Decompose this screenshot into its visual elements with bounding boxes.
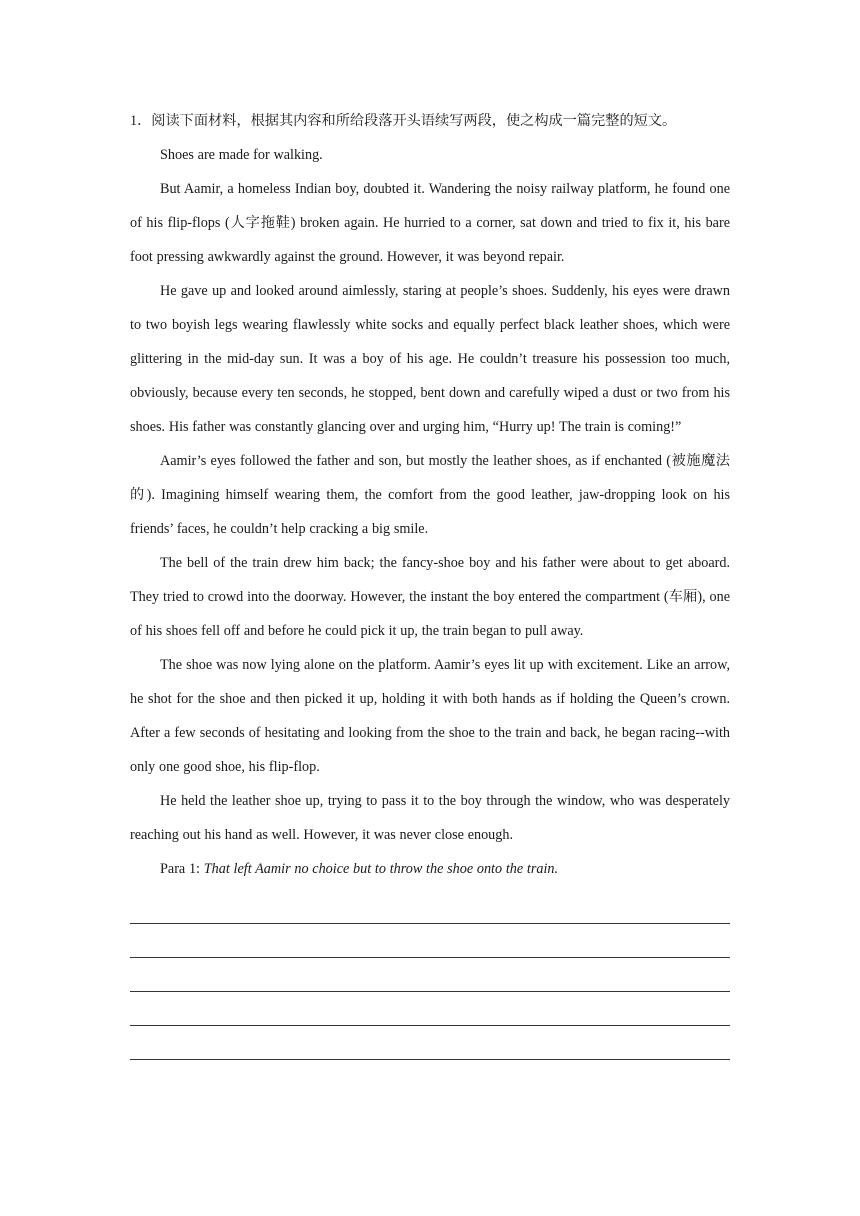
passage-paragraph: The shoe was now lying alone on the platform. Aamir’s eyes lit up with excitement. Like an arrow, he shot for the shoe and then picked it up, holding it with both hands as if holding the Queen’s crown. After a few seconds of hesitating and looking from the shoe to the train and back, he began racing--with only one good shoe, his flip-flop. (130, 657, 730, 775)
question-header (130, 104, 730, 138)
answer-line[interactable] (130, 1026, 730, 1060)
answer-line[interactable] (130, 992, 730, 1026)
question-number: 1． (130, 113, 152, 129)
passage-paragraph: But Aamir, a homeless Indian boy, doubted it. Wandering the noisy railway platform, he found one of his flip-flops (人字拖鞋) broken again. He hurried to a corner, sat down and tried to fix it, his bare foot pressing awkwardly against the ground. However, it was beyond repair. (130, 181, 730, 265)
passage-paragraph: Aamir’s eyes followed the father and son, but mostly the leather shoes, as if enchanted (被施魔法的). Imagining himself wearing them, the comfort from the good leather, jaw-dropping look on his friends’ faces, he couldn’t help cracking a big smile. (130, 453, 730, 537)
answer-lines (130, 894, 730, 1060)
question-instruction: 阅读下面材料，根据其内容和所给段落开头语续写两段，使之构成一篇完整的短文。 (151, 113, 677, 129)
document-page (130, 104, 730, 1060)
passage-paragraph: Shoes are made for walking. (160, 147, 323, 163)
passage-paragraph: He gave up and looked around aimlessly, staring at people’s shoes. Suddenly, his eyes were drawn to two boyish legs wearing flawlessly white socks and equally perfect black leather shoes, which were glittering in the mid-day sun. It was a boy of his age. He couldn’t treasure his possession too much, obviously, because every ten seconds, he stopped, bent down and carefully wiped a dust or two from his shoes. His father was constantly glancing over and urging him, “Hurry up! The train is coming!” (130, 283, 730, 435)
prompt-text: That left Aamir no choice but to throw the shoe onto the train. (203, 861, 559, 877)
passage-paragraph: He held the leather shoe up, trying to pass it to the boy through the window, who was desperately reaching out his hand as well. However, it was never close enough. (130, 793, 730, 843)
continuation-prompt (130, 852, 730, 886)
answer-line[interactable] (130, 894, 730, 924)
answer-line[interactable] (130, 924, 730, 958)
prompt-label: Para 1: (160, 861, 204, 877)
answer-line[interactable] (130, 958, 730, 992)
passage-paragraph: The bell of the train drew him back; the fancy-shoe boy and his father were about to get aboard. They tried to crowd into the doorway. However, the instant the boy entered the compartment (车厢), one of his shoes fell off and before he could pick it up, the train began to pull away. (130, 555, 730, 639)
